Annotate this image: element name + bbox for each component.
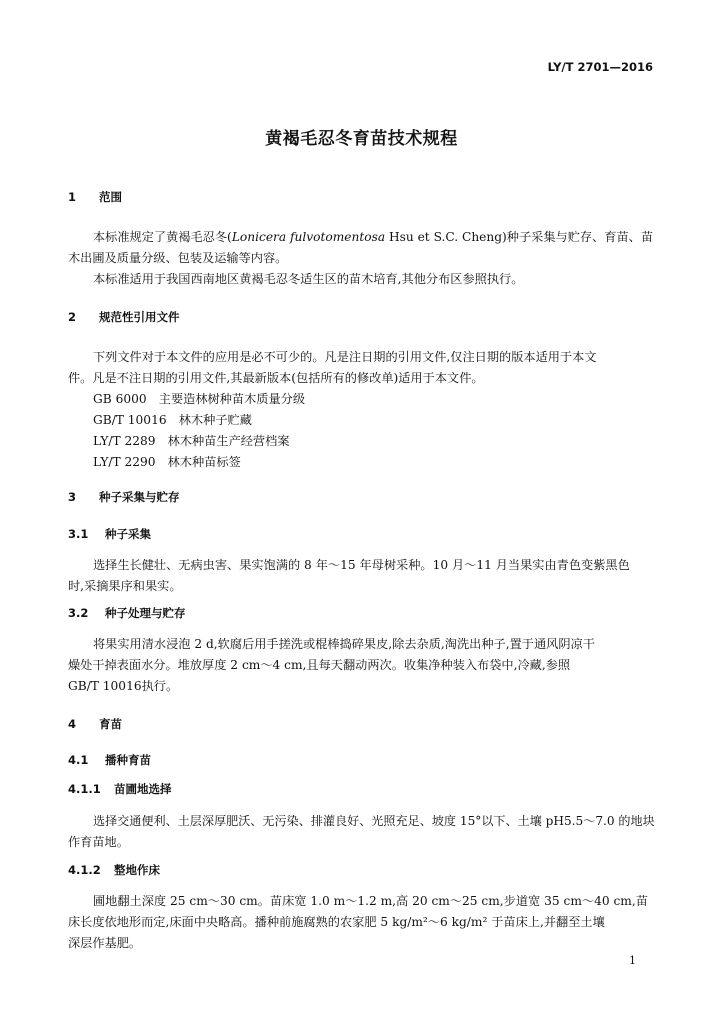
section-title: 育苗 (99, 717, 122, 731)
section-number: 3.1 (68, 527, 89, 541)
section-4-heading (68, 716, 122, 732)
section-title: 播种育苗 (105, 753, 151, 767)
section-title: 种子采集 (105, 527, 151, 541)
paragraph-line: 深层作基肥。 (68, 936, 142, 950)
paragraph: 将果实用清水浸泡 2 d,软腐后用手搓洗或棍棒捣碎果皮,除去杂质,淘洗出种子,置于通风阴凉干 (93, 637, 595, 651)
subsection-3-1-heading (68, 526, 151, 542)
paragraph: 选择生长健壮、无病虫害、果实饱满的 8 年～15 年母树采种。10 月～11 月当果实由青色变紫黑色 (93, 558, 630, 572)
section-number: 3.2 (68, 606, 89, 620)
subsection-4-1-2-heading (68, 862, 160, 878)
section-number: 4.1 (68, 753, 89, 767)
reference-item: GB/T 10016 林木种子贮藏 (93, 413, 252, 427)
paragraph-line: 作育苗地。 (68, 835, 129, 849)
paragraph-line: 木出圃及质量分级、包装及运输等内容。 (68, 251, 288, 265)
section-title: 范围 (99, 190, 122, 204)
section-title: 苗圃地选择 (114, 782, 172, 796)
section-number: 3 (68, 490, 77, 504)
paragraph: 本标准规定了黄褐毛忍冬(Lonicera fulvotomentosa Hsu et S.C. Cheng)种子采集与贮存、育苗、苗 (93, 230, 654, 244)
section-1-heading (68, 189, 122, 205)
section-number: 4.1.2 (68, 863, 101, 877)
section-title: 种子处理与贮存 (105, 606, 186, 620)
subsection-3-2-heading (68, 605, 186, 621)
latin-name: Lonicera fulvotomentosa (231, 230, 386, 244)
paragraph-line: 件。凡是不注日期的引用文件,其最新版本(包括所有的修改单)适用于本文件。 (68, 371, 484, 385)
paragraph-line: 时,采摘果序和果实。 (68, 579, 182, 593)
document-title: 黄褐毛忍冬育苗技术规程 (265, 129, 458, 149)
paragraph: 下列文件对于本文件的应用是必不可少的。凡是注日期的引用文件,仅注日期的版本适用于本文 (93, 350, 597, 364)
paragraph: 本标准适用于我国西南地区黄褐毛忍冬适生区的苗木培育,其他分布区参照执行。 (93, 272, 524, 286)
subsection-4-1-1-heading (68, 781, 172, 797)
section-number: 2 (68, 310, 77, 324)
section-number: 1 (68, 190, 77, 204)
section-3-heading (68, 489, 180, 505)
page-number: 1 (629, 954, 636, 967)
subsection-4-1-heading (68, 752, 151, 768)
section-title: 规范性引用文件 (99, 310, 180, 324)
reference-item: LY/T 2290 林木种苗标签 (93, 455, 241, 469)
paragraph: 选择交通便利、土层深厚肥沃、无污染、排灌良好、光照充足、坡度 15°以下、土壤 pH5.5～7.0 的地块 (93, 814, 655, 828)
reference-item: LY/T 2289 林木种苗生产经营档案 (93, 434, 290, 448)
section-number: 4 (68, 717, 77, 731)
paragraph-line: 床长度依地形而定,床面中央略高。播种前施腐熟的农家肥 5 kg/m²～6 kg/m² 于苗床上,并翻至土壤 (68, 915, 605, 929)
section-title: 种子采集与贮存 (99, 490, 180, 504)
paragraph-line: GB/T 10016执行。 (68, 679, 179, 693)
reference-item: GB 6000 主要造林树种苗木质量分级 (93, 392, 306, 406)
paragraph: 圃地翻土深度 25 cm～30 cm。苗床宽 1.0 m～1.2 m,高 20 cm～25 cm,步道宽 35 cm～40 cm,苗 (93, 894, 648, 908)
section-2-heading (68, 309, 180, 325)
standard-code: LY/T 2701—2016 (547, 60, 653, 74)
section-number: 4.1.1 (68, 782, 101, 796)
section-title: 整地作床 (114, 863, 160, 877)
paragraph-line: 燥处干掉表面水分。堆放厚度 2 cm～4 cm,且每天翻动两次。收集净种装入布袋中,冷藏,参照 (68, 658, 571, 672)
